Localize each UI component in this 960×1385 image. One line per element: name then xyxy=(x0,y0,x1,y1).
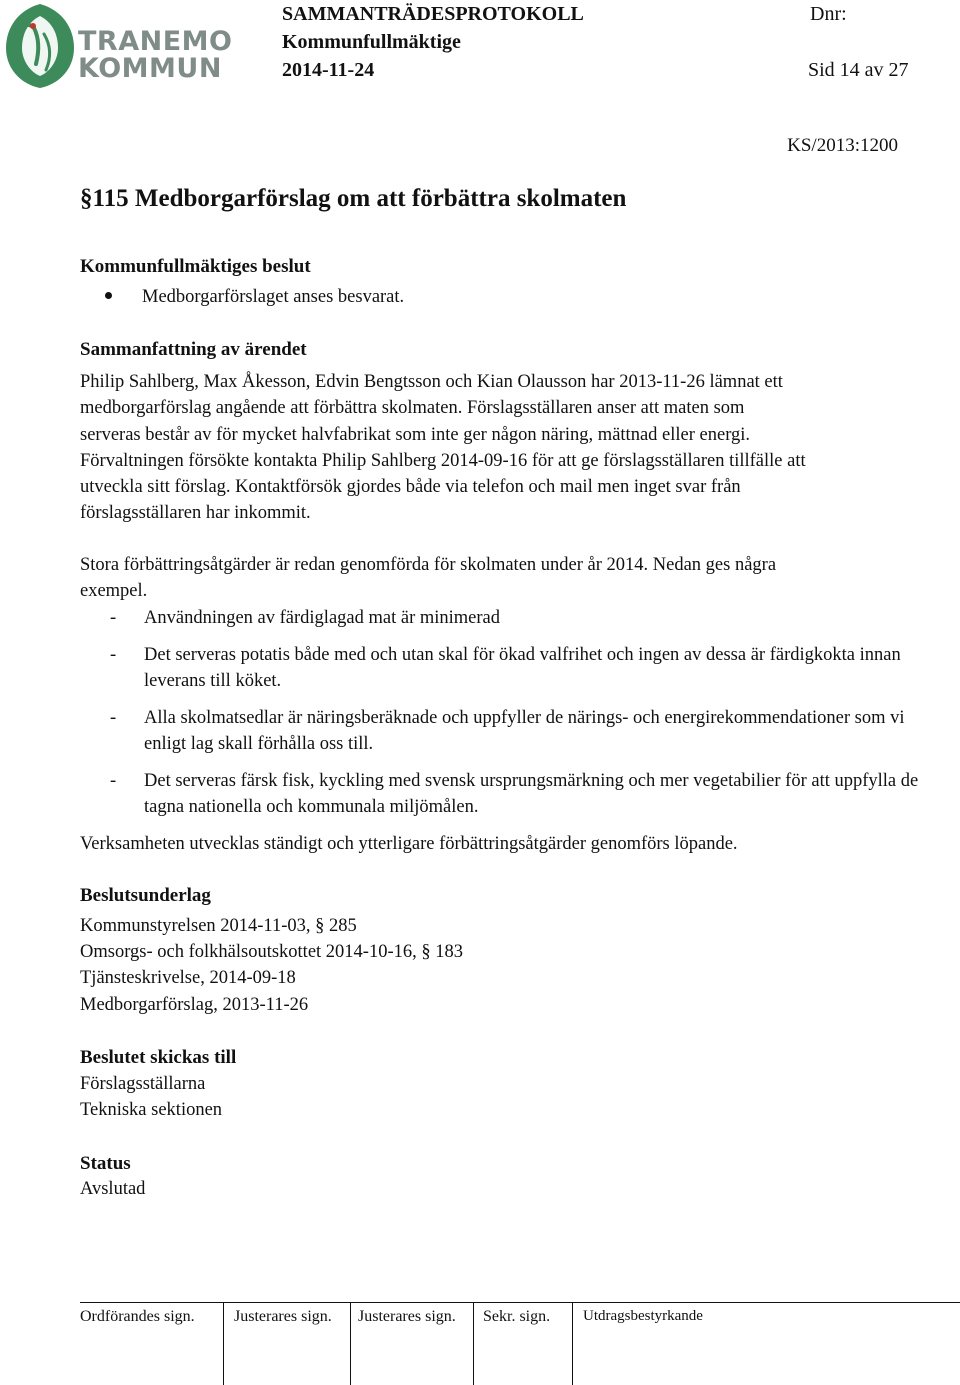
summary-line: utveckla sitt förslag. Kontaktförsök gjordes både via telefon och mail men inget svar från xyxy=(80,477,741,498)
closing-sentence: Verksamheten utvecklas ständigt och ytterligare förbättringsåtgärder genomförs löpande. xyxy=(80,834,738,854)
intro-paragraph xyxy=(80,552,930,605)
dash-list-item xyxy=(110,768,930,821)
dash-marker: - xyxy=(110,645,117,665)
dash-item-text: Alla skolmatsedlar är näringsberäknade och uppfyller de närings- och energirekommendationer som vi enligt lag skall förhålla oss till. xyxy=(144,708,905,755)
summary-line: Philip Sahlberg, Max Åkesson, Edvin Bengtsson och Kian Olausson har 2013-11-26 lämnat ett xyxy=(80,372,783,392)
signature-label: Justerares sign. xyxy=(358,1308,456,1325)
diarienummer: KS/2013:1200 xyxy=(787,135,898,156)
status-heading: Status xyxy=(80,1153,131,1174)
summary-line: förslagsställaren har inkommit. xyxy=(80,503,311,524)
dash-marker: - xyxy=(110,708,117,728)
summary-line: Förvaltningen försökte kontakta Philip Sahlberg 2014-09-16 för att ge förslagsställaren tillfälle att xyxy=(80,450,806,471)
signature-rule xyxy=(80,1302,960,1303)
recipient-item: Tekniska sektionen xyxy=(80,1100,223,1120)
beslutsunderlag-heading: Beslutsunderlag xyxy=(80,885,211,906)
underlag-item: Medborgarförslag, 2013-11-26 xyxy=(80,995,309,1015)
signature-divider xyxy=(572,1302,573,1385)
underlag-item: Kommunstyrelsen 2014-11-03, § 285 xyxy=(80,916,357,936)
dash-list-item xyxy=(110,705,930,758)
dash-list-item xyxy=(110,605,930,631)
dash-marker: - xyxy=(110,608,117,628)
beslut-item-text: Medborgarförslaget anses besvarat. xyxy=(142,287,405,307)
logo-line-2: KOMMUN xyxy=(78,53,222,84)
sammanfattning-heading: Sammanfattning av ärendet xyxy=(80,339,307,360)
dash-item-text: Användningen av färdiglagad mat är minimerad xyxy=(144,608,500,628)
signature-divider xyxy=(473,1302,474,1385)
signature-label: Utdragsbestyrkande xyxy=(583,1308,703,1324)
intro-line: Stora förbättringsåtgärder är redan genomförda för skolmaten under år 2014. Nedan ges några xyxy=(80,555,777,575)
summary-line: medborgarförslag angående att förbättra skolmaten. Förslagsställaren anser att maten som xyxy=(80,398,745,419)
signature-label: Ordförandes sign. xyxy=(80,1308,195,1325)
sammanfattning-paragraph xyxy=(80,369,930,527)
dash-item-text: Det serveras färsk fisk, kyckling med svensk ursprungsmärkning och mer vegetabilier för att uppfylla de tagna nationella och kommunala miljömålen. xyxy=(144,771,919,818)
crane-logo-icon xyxy=(0,0,80,92)
paragraph-title: §115 Medborgarförslag om att förbättra skolmaten xyxy=(80,185,627,212)
meeting-body: Kommunfullmäktige xyxy=(282,31,461,53)
signature-divider xyxy=(350,1302,351,1385)
summary-line: serveras består av för mycket halvfabrikat som inte ger någon näring, mättnad eller energi. xyxy=(80,424,751,445)
underlag-item: Omsorgs- och folkhälsoutskottet 2014-10-16, § 183 xyxy=(80,942,463,962)
skickas-heading: Beslutet skickas till xyxy=(80,1047,237,1068)
intro-line: exempel. xyxy=(80,581,148,602)
dash-item-text: Det serveras potatis både med och utan skal för ökad valfrihet och ingen av dessa är färdigkokta innan leverans till köket. xyxy=(144,645,901,692)
signature-label: Justerares sign. xyxy=(234,1308,332,1325)
page-number: Sid 14 av 27 xyxy=(808,59,909,81)
status-value: Avslutad xyxy=(80,1179,146,1199)
dash-list-item xyxy=(110,642,930,695)
tranemo-kommun-logo xyxy=(0,0,233,92)
logo-line-1: TRANEMO xyxy=(78,26,233,57)
document-type: SAMMANTRÄDESPROTOKOLL xyxy=(282,3,584,25)
dash-marker: - xyxy=(110,771,117,791)
signature-divider xyxy=(223,1302,224,1385)
beslut-heading: Kommunfullmäktiges beslut xyxy=(80,256,311,277)
recipient-item: Förslagsställarna xyxy=(80,1074,206,1094)
signature-label: Sekr. sign. xyxy=(483,1308,551,1325)
dnr-label: Dnr: xyxy=(810,3,847,25)
underlag-item: Tjänsteskrivelse, 2014-09-18 xyxy=(80,968,296,988)
bullet-icon xyxy=(105,292,112,299)
beslut-bullet-item xyxy=(105,287,404,308)
meeting-date: 2014-11-24 xyxy=(282,59,375,81)
